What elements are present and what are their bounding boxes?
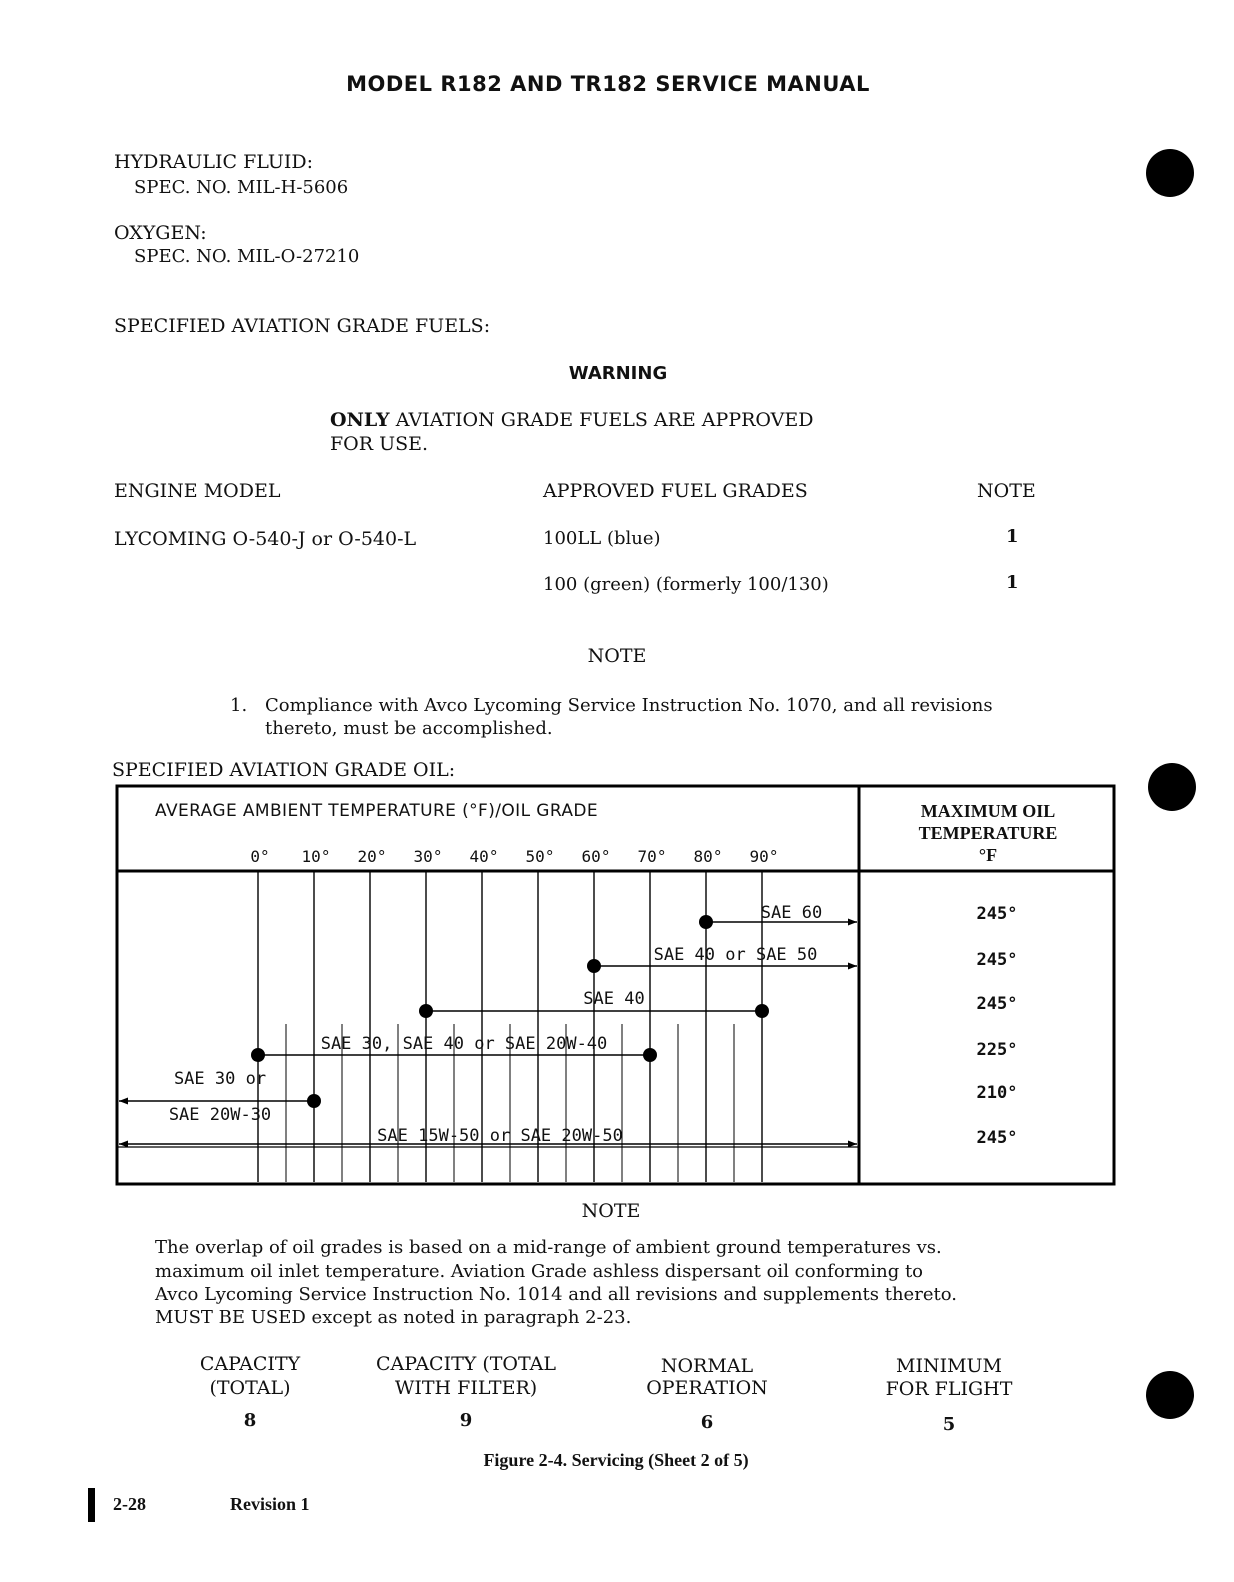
- fuel-col-engine: ENGINE MODEL: [114, 480, 281, 502]
- warning-title: WARNING: [568, 363, 668, 384]
- range-arrow-head: [848, 1141, 857, 1148]
- oil-grade-label: SAE 40 or SAE 50: [653, 945, 818, 965]
- temp-tick-label: 40°: [469, 847, 499, 866]
- range-end-dot: [643, 1048, 657, 1062]
- oil-grade-label: SAE 60: [760, 903, 823, 923]
- fuel-note-number: 1.: [230, 695, 248, 716]
- max-oil-temp-value: 245°: [976, 904, 1018, 924]
- oil-note-line3: Avco Lycoming Service Instruction No. 1014 and all revisions and supplements thereto.: [155, 1284, 957, 1305]
- oil-grade-label: SAE 30, SAE 40 or SAE 20W-40: [320, 1034, 608, 1054]
- capacity-with-filter-h1: CAPACITY (TOTAL: [376, 1353, 556, 1375]
- range-arrow-head: [848, 963, 857, 970]
- oil-table-header-right-2: TEMPERATURE: [918, 823, 1058, 843]
- temp-tick-label: 60°: [581, 847, 611, 866]
- normal-operation-value: 6: [700, 1412, 714, 1433]
- fuel-note-row-2: 1: [1006, 572, 1019, 593]
- minimum-for-flight-value: 5: [942, 1414, 956, 1435]
- fuel-col-grades: APPROVED FUEL GRADES: [543, 480, 808, 502]
- range-start-dot: [251, 1048, 265, 1062]
- capacity-with-filter-value: 9: [459, 1410, 473, 1431]
- minimum-for-flight-h1: MINIMUM: [895, 1355, 1002, 1377]
- temp-tick-label: 30°: [413, 847, 443, 866]
- capacity-total-h2: (TOTAL): [209, 1377, 291, 1399]
- fuel-grade-row-2: 100 (green) (formerly 100/130): [543, 574, 829, 595]
- temp-tick-label: 90°: [749, 847, 779, 866]
- temp-tick-label: 50°: [525, 847, 555, 866]
- warning-line1: AVIATION GRADE FUELS ARE APPROVED: [395, 409, 814, 431]
- temp-tick-label: 20°: [357, 847, 387, 866]
- range-end-dot: [755, 1004, 769, 1018]
- hydraulic-fluid-label: HYDRAULIC FLUID:: [114, 151, 313, 173]
- max-oil-temp-value: 245°: [976, 994, 1018, 1014]
- fuel-note-line1: Compliance with Avco Lycoming Service Instruction No. 1070, and all revisions: [265, 695, 993, 716]
- temp-tick-label: 0°: [250, 847, 270, 866]
- oxygen-label: OXYGEN:: [114, 222, 207, 244]
- fuel-note-title: NOTE: [587, 645, 647, 667]
- normal-operation-h1: NORMAL: [660, 1355, 754, 1377]
- oil-note-line2: maximum oil inlet temperature. Aviation Grade ashless dispersant oil conforming to: [155, 1261, 924, 1282]
- page-title: MODEL R182 AND TR182 SERVICE MANUAL: [346, 72, 870, 96]
- warning-text-line2: FOR USE.: [330, 433, 429, 455]
- temp-tick-label: 10°: [301, 847, 331, 866]
- range-start-dot: [587, 959, 601, 973]
- oil-grade-label: SAE 40: [583, 989, 645, 1009]
- oil-table-header-right-3: °F: [978, 845, 998, 865]
- capacity-with-filter-h2: WITH FILTER): [394, 1377, 538, 1399]
- fuel-note-line2: thereto, must be accomplished.: [265, 718, 553, 739]
- oil-note-line4: MUST BE USED except as noted in paragraph 2-23.: [155, 1307, 632, 1328]
- oil-grade-label: SAE 15W-50 or SAE 20W-50: [377, 1126, 623, 1146]
- revision-bar: [88, 1488, 95, 1522]
- hydraulic-fluid-spec: SPEC. NO. MIL-H-5606: [134, 177, 349, 198]
- oil-note-title: NOTE: [581, 1200, 641, 1222]
- fuel-engine-model: LYCOMING O-540-J or O-540-L: [114, 528, 417, 550]
- oil-table-header-right-1: MAXIMUM OIL: [920, 801, 1056, 821]
- revision-label: Revision 1: [230, 1494, 310, 1514]
- fuels-heading: SPECIFIED AVIATION GRADE FUELS:: [114, 315, 491, 337]
- normal-operation-h2: OPERATION: [646, 1377, 768, 1399]
- max-oil-temp-value: 245°: [976, 950, 1018, 970]
- oil-grade-label: SAE 20W-30: [168, 1105, 272, 1125]
- oil-table-header-left: AVERAGE AMBIENT TEMPERATURE (°F)/OIL GRADE: [155, 801, 599, 821]
- oxygen-spec: SPEC. NO. MIL-O-27210: [134, 246, 360, 267]
- range-arrow-head: [119, 1098, 128, 1105]
- fuel-grade-row-1: 100LL (blue): [543, 528, 661, 549]
- temp-tick-label: 70°: [637, 847, 667, 866]
- fuel-col-note: NOTE: [977, 480, 1036, 502]
- minimum-for-flight-h2: FOR FLIGHT: [885, 1378, 1013, 1400]
- oil-grade-label: SAE 30 or: [173, 1069, 267, 1089]
- oil-heading: SPECIFIED AVIATION GRADE OIL:: [112, 759, 456, 781]
- range-start-dot: [419, 1004, 433, 1018]
- fuel-note-row-1: 1: [1006, 526, 1019, 547]
- warning-emphasis: ONLY: [330, 409, 390, 431]
- page-number: 2-28: [113, 1494, 146, 1514]
- figure-caption: Figure 2-4. Servicing (Sheet 2 of 5): [483, 1450, 749, 1470]
- range-end-dot: [307, 1094, 321, 1108]
- max-oil-temp-value: 210°: [976, 1083, 1018, 1103]
- max-oil-temp-value: 245°: [976, 1128, 1018, 1148]
- range-arrow-head: [119, 1141, 128, 1148]
- oil-note-line1: The overlap of oil grades is based on a mid-range of ambient ground temperatures vs.: [155, 1237, 942, 1258]
- temp-tick-label: 80°: [693, 847, 723, 866]
- range-arrow-head: [848, 919, 857, 926]
- capacity-total-h1: CAPACITY: [199, 1353, 301, 1375]
- max-oil-temp-value: 225°: [976, 1040, 1018, 1060]
- capacity-total-value: 8: [243, 1410, 257, 1431]
- range-start-dot: [699, 915, 713, 929]
